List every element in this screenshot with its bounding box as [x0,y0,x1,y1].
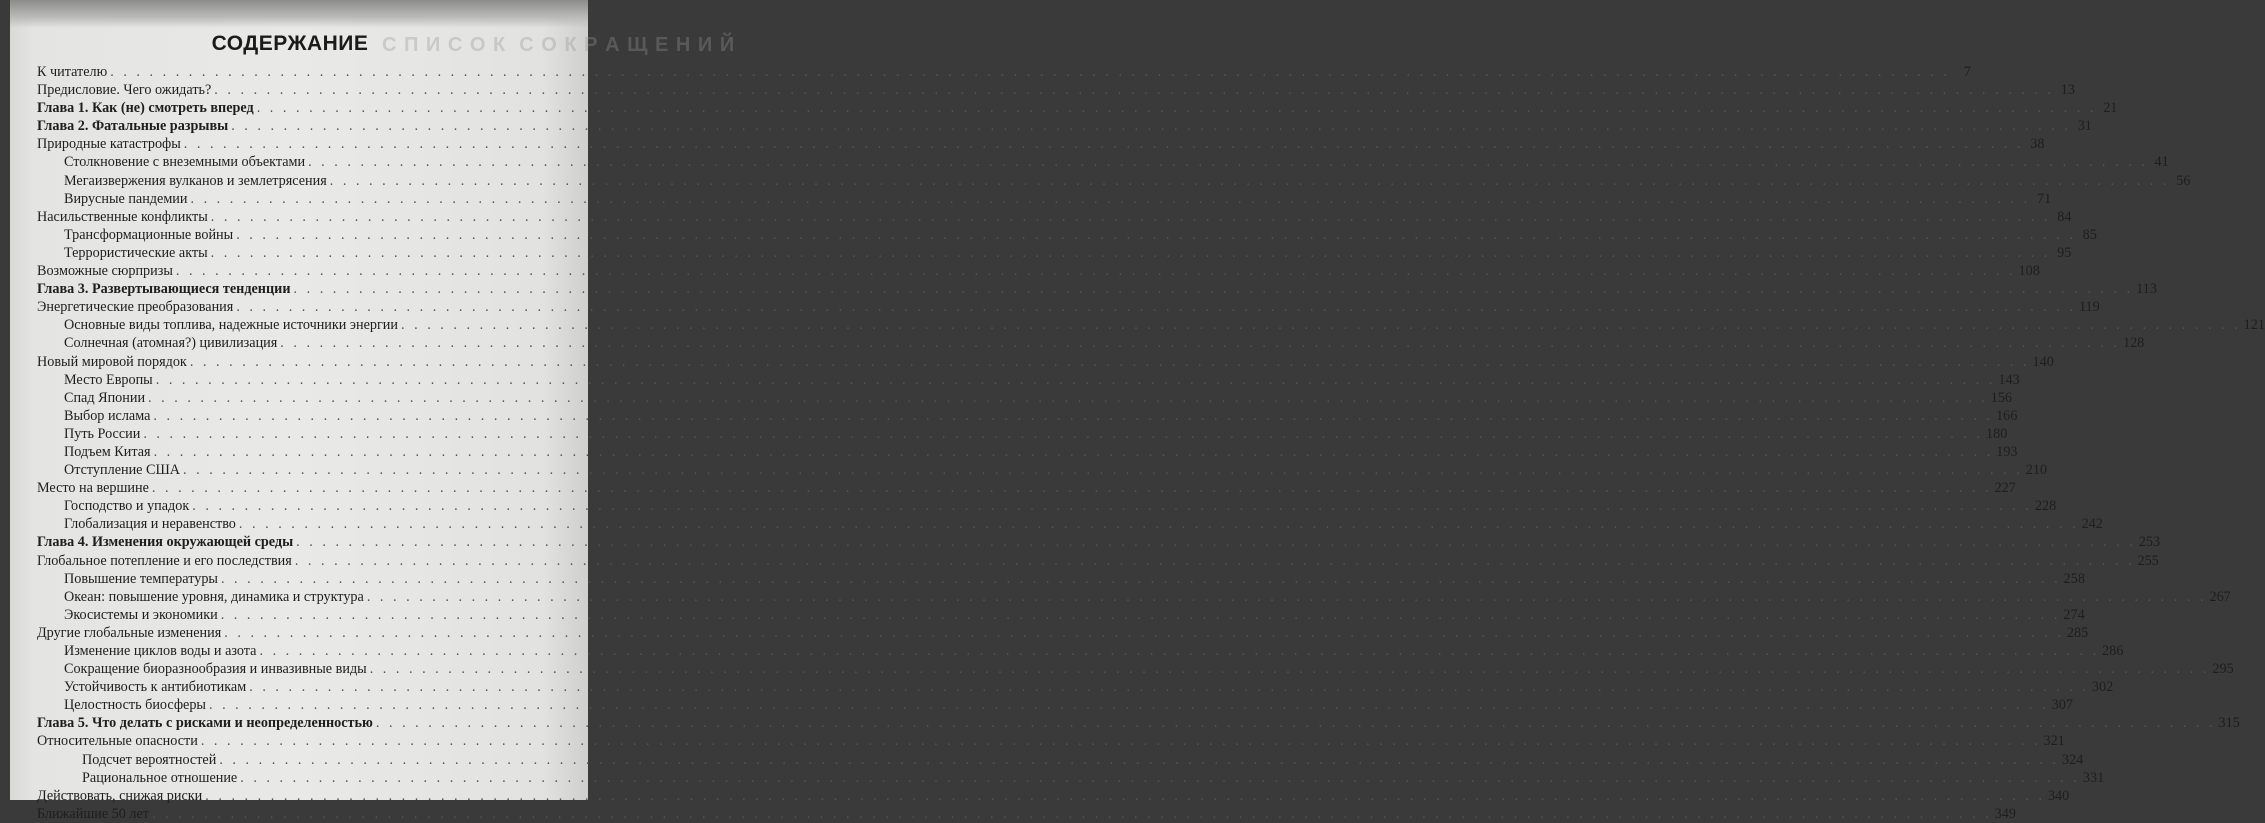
dot-leader [143,425,1983,443]
toc-entry-title: Мегаизвержения вулканов и землетрясения [64,172,327,189]
toc-page-number: 113 [2136,281,2157,298]
toc-entry [37,226,2097,244]
toc-entry [37,262,2040,280]
toc-entry [37,751,2084,769]
toc-entry-title: Отступление США [64,462,181,479]
toc-entry [37,425,2008,443]
dot-leader [257,99,2097,117]
toc-page-number: 71 [2036,190,2052,207]
toc-page-number: 121 [2243,317,2265,334]
dot-leader [184,135,2024,153]
toc-entry [37,81,2075,99]
dot-leader [201,732,2041,750]
toc-page-number: 331 [2082,769,2105,786]
dot-leader [219,751,2059,769]
toc-entry-title: Устойчивость к антибиотикам [64,679,247,696]
toc-page-number: 95 [2057,244,2072,261]
dot-leader [214,81,2054,99]
dot-leader [308,153,2148,171]
toc-entry [37,624,2089,642]
toc-page-number: 140 [2032,353,2054,370]
toc-page-number: 274 [2063,606,2085,623]
toc-page-number: 166 [1996,407,2018,424]
dot-leader [280,334,2120,352]
toc-entry-title: Террористические акты [64,244,208,261]
toc-entry [37,606,2085,624]
dot-leader [376,714,2216,732]
toc-entry-title: Место на вершине [37,480,149,497]
page-title: СОДЕРЖАНИЕ [211,32,369,55]
toc-entry [37,552,2159,570]
toc-entry-title: Предисловие. Чего ожидать? [37,82,212,99]
toc-entry [37,805,2016,823]
dot-leader [156,371,1996,389]
dot-leader [205,787,2045,805]
toc-entry [37,298,2100,316]
toc-entry [37,461,2047,479]
toc-entry-title: Место Европы [64,371,153,388]
toc-page-number: 128 [2122,335,2145,352]
toc-entry [37,515,2103,533]
toc-page-number: 258 [2063,570,2085,587]
toc-page-number: 253 [2138,534,2161,551]
toc-page-number: 315 [2218,715,2240,732]
toc-page-number: 321 [2043,733,2065,750]
toc-page-number: 193 [1996,443,2018,460]
dot-leader [110,63,1950,81]
toc-page-number: 302 [2091,679,2114,696]
toc-entry-title: Изменение циклов воды и азота [64,643,257,659]
toc-entry-title: Глава 1. Как (не) смотреть вперед [37,100,254,117]
book-page [10,0,2265,822]
toc-entry-title: Рациональное отношение [82,769,238,786]
toc-entry-title: Природные катастрофы [37,136,181,153]
toc-entry-title: Глава 2. Фатальные разрывы [37,118,229,135]
dot-leader [296,533,2136,551]
toc-page-number: 242 [2081,516,2103,533]
toc-page-number: 108 [2018,263,2040,280]
toc-entry-title: Спад Японии [64,389,146,406]
dot-leader [183,461,2023,479]
toc-page-number: 349 [1994,805,2016,822]
toc-entry [37,642,2124,660]
dot-leader [370,660,2210,678]
toc-entry [37,497,2057,515]
dot-leader [190,353,2030,371]
toc-entry-title: Относительные опасности [37,733,198,750]
toc-entry-title: Вирусные пандемии [64,190,188,207]
dot-leader [294,280,2134,298]
dot-leader [401,316,2241,334]
toc-page-number: 85 [2082,226,2097,243]
toc-entry-title: Океан: повышение уровня, динамика и структура [64,588,364,605]
toc-entry-title: Другие глобальные изменения [37,624,222,641]
toc-entry-title: Столкновение с внеземными объектами [64,154,306,171]
toc-entry [37,334,2145,352]
toc-page-number: 180 [1986,425,2008,442]
table-of-contents [37,63,2265,823]
toc-entry-title: К читателю [37,64,108,80]
toc-entry [37,443,2018,461]
toc-page-number: 324 [2062,751,2084,768]
toc-entry [37,678,2114,696]
toc-entry-title: Выбор ислама [64,407,151,424]
dot-leader [211,244,2051,262]
toc-entry [37,479,2016,497]
toc-page-number: 41 [2154,154,2169,171]
toc-entry [37,353,2054,371]
toc-entry [37,135,2045,153]
toc-entry [37,63,1971,81]
dot-leader [249,678,2089,696]
dot-leader [221,570,2061,588]
dot-leader [211,208,2051,226]
dot-leader [239,515,2079,533]
toc-chapter-entry [37,714,2240,732]
toc-page-number: 143 [1998,371,2020,388]
toc-entry-title: Сокращение биоразнообразия и инвазивные виды [64,661,367,678]
dot-leader [367,588,2207,606]
toc-entry-title: Целостность биосферы [64,697,206,714]
toc-page-number: 228 [2034,498,2057,515]
toc-page-number: 340 [2047,787,2070,804]
toc-entry [37,371,2020,389]
dot-leader [221,606,2061,624]
toc-entry-title: Повышение температуры [64,570,218,587]
dot-leader [190,190,2030,208]
toc-chapter-entry [37,117,2092,135]
toc-page-number: 210 [2025,462,2047,479]
toc-entry [37,208,2072,226]
toc-entry-title: Глобальное потепление и его последствия [37,552,292,569]
toc-page-number: 227 [1994,480,2016,497]
toc-page-number: 7 [1963,64,1971,80]
toc-entry [37,696,2073,714]
toc-entry-title: Глава 5. Что делать с рисками и неопределенностью [37,715,373,732]
toc-page-number: 119 [2078,299,2100,316]
toc-page-number: 285 [2066,624,2089,641]
toc-entry [37,787,2070,805]
toc-entry [37,244,2072,262]
toc-page-number: 255 [2137,552,2159,569]
toc-page-number: 267 [2209,588,2231,605]
dot-leader [330,172,2170,190]
dot-leader [192,497,2032,515]
toc-page-number: 84 [2057,208,2072,225]
toc-entry-title: Возможные сюрпризы [37,263,173,280]
toc-chapter-entry [37,280,2157,298]
toc-entry [37,660,2234,678]
dot-leader [154,443,1994,461]
toc-entry [37,389,2012,407]
toc-entry-title: Глава 3. Развертывающиеся тенденции [37,281,291,298]
toc-entry [37,570,2085,588]
dot-leader [236,226,2076,244]
toc-chapter-entry [37,99,2118,117]
dot-leader [295,552,2135,570]
toc-page-number: 295 [2212,661,2234,678]
toc-entry-title: Солнечная (атомная?) цивилизация [64,335,278,352]
toc-page-number: 56 [2176,172,2191,189]
toc-entry [37,172,2191,190]
toc-entry-title: Подсчет вероятностей [82,751,217,768]
toc-entry-title: Путь России [64,425,141,442]
dot-leader [224,624,2064,642]
toc-entry [37,588,2231,606]
toc-entry-title: Основные виды топлива, надежные источники энергии [64,317,398,334]
dot-leader [152,479,1992,497]
toc-entry-title: Господство и упадок [64,498,190,515]
dot-leader [153,407,1993,425]
toc-entry [37,407,2018,425]
toc-page-number: 286 [2102,643,2124,659]
toc-entry-title: Подъем Китая [64,443,151,460]
toc-entry-title: Трансформационные войны [64,226,234,243]
toc-entry-title: Новый мировой порядок [37,353,187,370]
dot-leader [236,298,2076,316]
dot-leader [231,117,2071,135]
dot-leader [259,642,2099,660]
toc-entry [37,153,2169,171]
toc-page-number: 21 [2103,100,2118,117]
toc-entry [37,190,2052,208]
toc-page-number: 31 [2077,118,2092,135]
toc-entry-title: Глава 4. Изменения окружающей среды [37,534,294,551]
toc-page-number: 13 [2060,82,2075,99]
dot-leader [240,769,2080,787]
dot-leader [176,262,2016,280]
dot-leader [148,389,1988,407]
dot-leader [152,805,1992,823]
toc-page-number: 38 [2030,136,2045,153]
toc-entry [37,769,2105,787]
toc-chapter-entry [37,533,2161,551]
toc-entry-title: Экосистемы и экономики [64,606,218,623]
toc-entry-title: Насильственные конфликты [37,208,208,225]
toc-entry-title: Энергетические преобразования [37,299,234,316]
toc-page-number: 156 [1990,389,2012,406]
toc-entry-title: Ближайшие 50 лет [37,805,149,822]
toc-entry [37,732,2065,750]
toc-entry-title: Действовать, снижая риски [37,787,203,804]
toc-entry-title: Глобализация и неравенство [64,516,236,533]
toc-entry [37,316,2265,334]
dot-leader [209,696,2049,714]
bleed-through-text: С П И С О К С О К Р А Щ Е Н И Й [382,34,736,56]
toc-page-number: 307 [2051,697,2073,714]
